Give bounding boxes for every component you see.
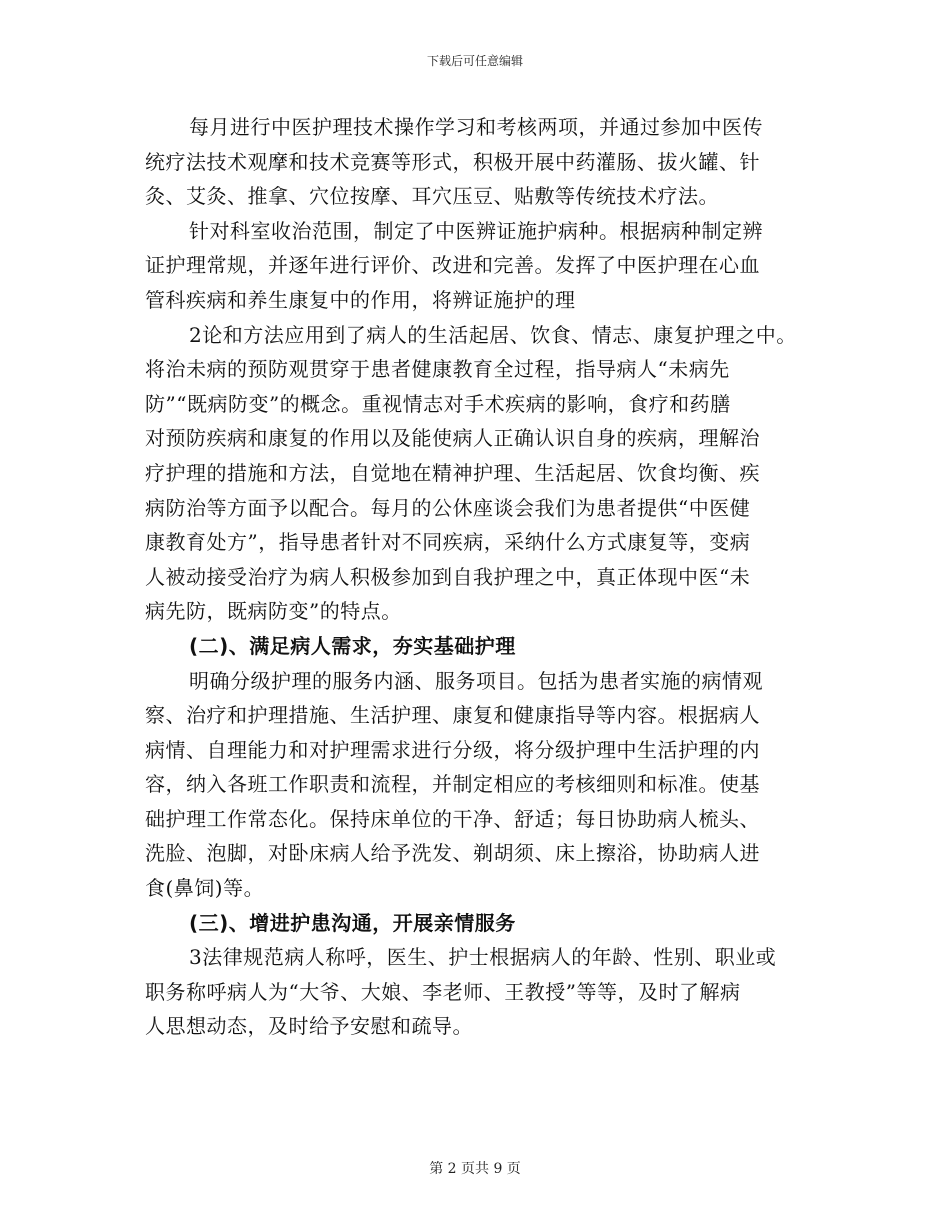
paragraph-line: 病情、自理能力和对护理需求进行分级，将分级护理中生活护理的内: [145, 737, 760, 762]
paragraph-line: 对预防疾病和康复的作用以及能使病人正确认识自身的疾病，理解治: [145, 426, 760, 451]
paragraph-line: 疗护理的措施和方法，自觉地在精神护理、生活起居、饮食均衡、疾: [145, 460, 760, 485]
paragraph-line: 康教育处方”，指导患者针对不同疾病，采纳什么方式康复等，变病: [145, 530, 751, 555]
paragraph-line: 证护理常规，并逐年进行评价、改进和完善。发挥了中医护理在心血: [145, 253, 760, 278]
section-heading: (二)、满足病人需求，夯实基础护理: [189, 633, 516, 658]
paragraph-line: 统疗法技术观摩和技术竞赛等形式，积极开展中药灌肠、拔火罐、针: [145, 149, 760, 174]
paragraph-line: 针对科室收治范围，制定了中医辨证施护病种。根据病种制定辨: [189, 218, 763, 243]
paragraph-line: 将治未病的预防观贯穿于患者健康教育全过程，指导病人“未病先: [145, 357, 730, 382]
paragraph-line: 病先防，既病防变”的特点。: [145, 599, 402, 624]
page-header: 下载后可任意编辑: [426, 54, 523, 68]
paragraph-line: 灸、艾灸、推拿、穴位按摩、耳穴压豆、贴敷等传统技术疗法。: [145, 184, 719, 209]
paragraph-line: 职务称呼病人为“大爷、大娘、李老师、王教授”等等，及时了解病: [145, 979, 741, 1004]
paragraph-line: 人思想动态，及时给予安慰和疏导。: [145, 1014, 473, 1039]
paragraph-line: 2论和方法应用到了病人的生活起居、饮食、情志、康复护理之中。: [189, 322, 797, 347]
paragraph-line: 洗脸、泡脚，对卧床病人给予洗发、剃胡须、床上擦浴，协助病人进: [145, 841, 760, 866]
paragraph-line: 食(鼻饲)等。: [145, 876, 265, 901]
paragraph-line: 容，纳入各班工作职责和流程，并制定相应的考核细则和标准。使基: [145, 772, 760, 797]
page-footer: 第 2 页共 9 页: [429, 1161, 521, 1177]
paragraph-line: 明确分级护理的服务内涵、服务项目。包括为患者实施的病情观: [189, 668, 763, 693]
paragraph-line: 3法律规范病人称呼，医生、护士根据病人的年龄、性别、职业或: [189, 945, 777, 970]
paragraph-line: 管科疾病和养生康复中的作用，将辨证施护的理: [145, 287, 576, 312]
paragraph-line: 防”“既病防变”的概念。重视情志对手术疾病的影响，食疗和药膳: [145, 391, 731, 416]
section-heading: (三)、增进护患沟通，开展亲情服务: [189, 910, 516, 935]
paragraph-line: 每月进行中医护理技术操作学习和考核两项，并通过参加中医传: [189, 115, 763, 139]
paragraph-line: 础护理工作常态化。保持床单位的干净、舒适；每日协助病人梳头、: [145, 806, 760, 831]
document-body: [145, 110, 845, 1044]
paragraph-line: 察、治疗和护理措施、生活护理、康复和健康指导等内容。根据病人: [145, 703, 760, 728]
paragraph-line: 人被动接受治疗为病人积极参加到自我护理之中，真正体现中医“未: [145, 564, 751, 589]
paragraph-line: 病防治等方面予以配合。每月的公休座谈会我们为患者提供“中医健: [145, 495, 751, 520]
